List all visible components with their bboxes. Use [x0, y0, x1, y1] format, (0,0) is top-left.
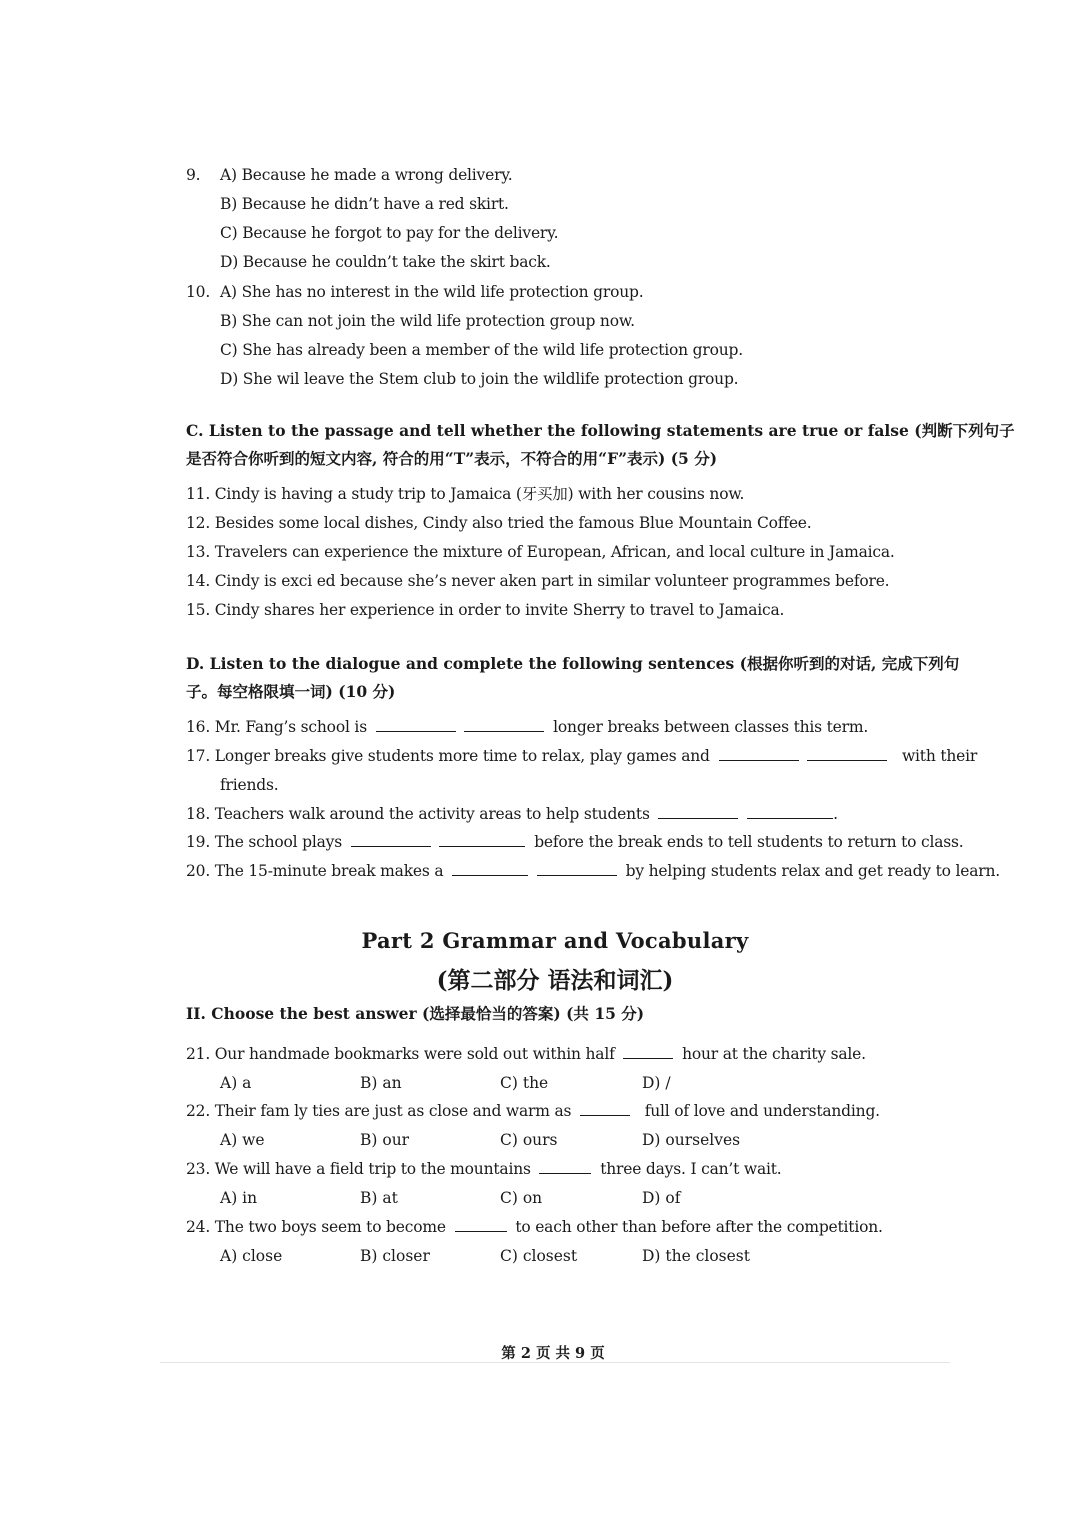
question-10-option-a: A) She has no interest in the wild life protection group.	[220, 283, 644, 301]
question-22-option-d[interactable]: D) ourselves	[642, 1131, 741, 1149]
question-9-option-a: A) Because he made a wrong delivery.	[220, 166, 513, 184]
question-22-option-b[interactable]: B) our	[360, 1131, 410, 1149]
question-22	[186, 1101, 880, 1121]
question-10-option-b: B) She can not join the wild life protection group now.	[220, 312, 635, 330]
blank-23[interactable]	[539, 1159, 591, 1174]
question-22-text-after: full of love and understanding.	[644, 1102, 880, 1120]
section-c-instruction-line1: C. Listen to the passage and tell whether the following statements are true or false (判断下列句子	[186, 421, 1015, 440]
sentence-19-text-after: before the break ends to tell students to return to class.	[534, 833, 964, 851]
sentence-20	[186, 861, 1000, 881]
statement-12: 12. Besides some local dishes, Cindy also tried the famous Blue Mountain Coffee.	[186, 514, 812, 532]
question-23	[186, 1159, 782, 1179]
sentence-18-text-before: 18. Teachers walk around the activity areas to help students	[186, 805, 650, 823]
sentence-16-text-before: 16. Mr. Fang’s school is	[186, 718, 367, 736]
sentence-20-text-before: 20. The 15-minute break makes a	[186, 862, 444, 880]
question-21-text-after: hour at the charity sale.	[682, 1045, 866, 1063]
question-10-option-d: D) She wil leave the Stem club to join the wildlife protection group.	[220, 370, 739, 388]
question-22-option-c[interactable]: C) ours	[500, 1131, 558, 1149]
question-24	[186, 1217, 883, 1237]
question-24-option-d[interactable]: D) the closest	[642, 1247, 750, 1265]
blank-16-1[interactable]	[376, 717, 456, 732]
question-21-option-c[interactable]: C) the	[500, 1074, 549, 1092]
sentence-17-continued: friends.	[220, 776, 279, 794]
sentence-16	[186, 717, 868, 737]
blank-17-1[interactable]	[719, 746, 799, 761]
blank-22[interactable]	[580, 1101, 630, 1116]
question-21-option-a[interactable]: A) a	[220, 1074, 252, 1092]
question-23-option-a[interactable]: A) in	[220, 1189, 258, 1207]
sentence-19-text-before: 19. The school plays	[186, 833, 342, 851]
question-21-option-b[interactable]: B) an	[360, 1074, 402, 1092]
question-21	[186, 1044, 866, 1064]
question-9-option-b: B) Because he didn’t have a red skirt.	[220, 195, 509, 213]
question-24-text-after: to each other than before after the competition.	[515, 1218, 883, 1236]
question-22-text-before: 22. Their fam ly ties are just as close and warm as	[186, 1102, 572, 1120]
question-10-number: 10.	[186, 283, 211, 301]
blank-19-2[interactable]	[439, 832, 525, 847]
sentence-18-period: .	[833, 805, 838, 823]
sentence-17-text-after: with their	[901, 747, 978, 765]
statement-13: 13. Travelers can experience the mixture of European, African, and local culture in Jamaica.	[186, 543, 895, 561]
question-9-number: 9.	[186, 166, 201, 184]
blank-16-2[interactable]	[464, 717, 544, 732]
question-24-option-b[interactable]: B) closer	[360, 1247, 430, 1265]
statement-11: 11. Cindy is having a study trip to Jamaica (牙买加) with her cousins now.	[186, 485, 745, 503]
statement-15: 15. Cindy shares her experience in order to invite Sherry to travel to Jamaica.	[186, 601, 785, 619]
sentence-20-text-after: by helping students relax and get ready to learn.	[625, 862, 1000, 880]
part-2-subtitle: (第二部分 语法和词汇)	[436, 967, 674, 994]
question-21-option-d[interactable]: D) /	[642, 1074, 671, 1092]
blank-19-1[interactable]	[351, 832, 431, 847]
sentence-16-text-after: longer breaks between classes this term.	[553, 718, 869, 736]
question-24-option-a[interactable]: A) close	[220, 1247, 283, 1265]
sentence-19	[186, 832, 964, 852]
question-23-text-after: three days. I can’t wait.	[600, 1160, 782, 1178]
sentence-17	[186, 746, 977, 766]
statement-14: 14. Cindy is exci ed because she’s never aken part in similar volunteer programmes before.	[186, 572, 890, 590]
blank-18-2[interactable]	[747, 804, 833, 819]
question-9-option-d: D) Because he couldn’t take the skirt back.	[220, 253, 551, 271]
question-22-option-a[interactable]: A) we	[220, 1131, 265, 1149]
blank-20-1[interactable]	[452, 861, 528, 876]
section-c-instruction-line2: 是否符合你听到的短文内容, 符合的用“T”表示，不符合的用“F”表示) (5 分)	[186, 449, 718, 468]
question-23-option-c[interactable]: C) on	[500, 1189, 543, 1207]
sentence-18	[186, 804, 838, 824]
question-9-option-c: C) Because he forgot to pay for the delivery.	[220, 224, 559, 242]
blank-21[interactable]	[623, 1044, 673, 1059]
blank-24[interactable]	[455, 1217, 507, 1232]
question-23-text-before: 23. We will have a field trip to the mountains	[186, 1160, 531, 1178]
section-ii-heading: II. Choose the best answer (选择最恰当的答案) (共 15 分)	[186, 1004, 645, 1023]
question-21-text-before: 21. Our handmade bookmarks were sold out within half	[186, 1045, 615, 1063]
question-24-text-before: 24. The two boys seem to become	[186, 1218, 446, 1236]
page-number-footer: 第 2 页 共 9 页	[501, 1345, 605, 1362]
question-10-option-c: C) She has already been a member of the wild life protection group.	[220, 341, 743, 359]
blank-17-2[interactable]	[807, 746, 887, 761]
footer-divider	[160, 1362, 950, 1363]
sentence-17-text-before: 17. Longer breaks give students more time to relax, play games and	[186, 747, 710, 765]
blank-18-1[interactable]	[658, 804, 738, 819]
section-d-instruction-line2: 子。每空格限填一词) (10 分)	[186, 682, 396, 701]
part-2-title: Part 2 Grammar and Vocabulary	[361, 928, 749, 953]
section-d-instruction-line1: D. Listen to the dialogue and complete the following sentences (根据你听到的对话, 完成下列句	[186, 654, 960, 673]
blank-20-2[interactable]	[537, 861, 617, 876]
question-23-option-b[interactable]: B) at	[360, 1189, 398, 1207]
question-23-option-d[interactable]: D) of	[642, 1189, 681, 1207]
question-24-option-c[interactable]: C) closest	[500, 1247, 578, 1265]
